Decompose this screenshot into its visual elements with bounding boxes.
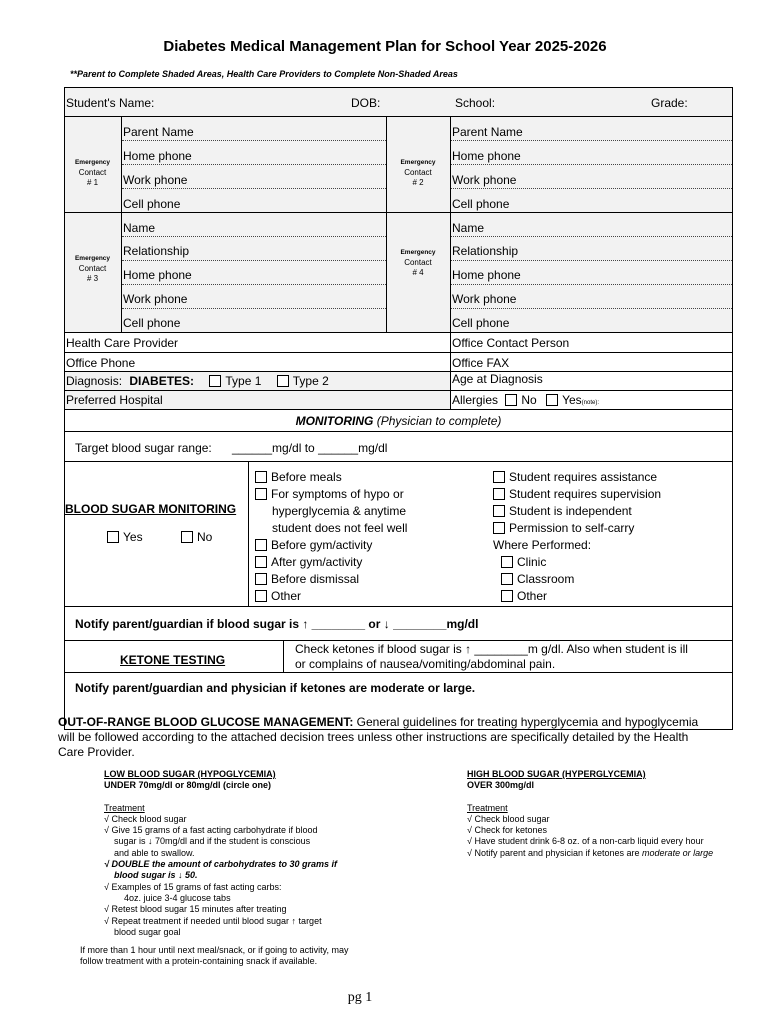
contact-4-tag: Emergency Contact # 4	[400, 249, 436, 277]
c2-work-phone[interactable]: Work phone	[452, 173, 517, 187]
age-at-diagnosis[interactable]: Age at Diagnosis	[452, 372, 543, 386]
student-list	[493, 469, 661, 605]
when-symptoms[interactable]: For symptoms of hypo or	[255, 486, 407, 503]
preferred-hospital[interactable]: Preferred Hospital	[66, 393, 163, 407]
when-before-meals[interactable]: Before meals	[255, 469, 407, 486]
high-blood-sugar-section: HIGH BLOOD SUGAR (HYPERGLYCEMIA) OVER 300mg/dl Treatment √ Check blood sugar √ Check for ketones √ Have student drink 6-8 oz. of a non-carb liquid every hour √ Notify parent and physician if ketones are moderate or large	[467, 769, 714, 858]
c2-cell-phone[interactable]: Cell phone	[452, 197, 510, 211]
contact-3-tag: Emergency Contact # 3	[74, 255, 111, 283]
student-self-carry[interactable]: Permission to self-carry	[493, 520, 661, 537]
health-care-provider[interactable]: Health Care Provider	[66, 336, 179, 350]
contact-2-tag: Emergency Contact # 2	[400, 159, 436, 187]
low-footer: If more than 1 hour until next meal/snack, or if going to activity, may follow treatment with a protein-containing snack if available.	[80, 945, 349, 967]
dob-label: DOB:	[351, 96, 381, 110]
c1-parent-name[interactable]: Parent Name	[123, 125, 194, 139]
when-before-dismissal[interactable]: Before dismissal	[255, 571, 407, 588]
ketone-label: KETONE TESTING	[120, 653, 226, 667]
monitoring-heading: MONITORING (Physician to complete)	[295, 414, 502, 428]
when-after-gym[interactable]: After gym/activity	[255, 554, 407, 571]
page-number: pg 1	[347, 990, 373, 1005]
contact-1-tag: Emergency Contact # 1	[74, 159, 111, 187]
c3-home-phone[interactable]: Home phone	[123, 268, 192, 282]
page-subtitle: **Parent to Complete Shaded Areas, Health Care Providers to Complete Non-Shaded Areas	[70, 69, 458, 79]
c1-home-phone[interactable]: Home phone	[123, 149, 192, 163]
when-list: Before meals For symptoms of hypo or hyperglycemia & anytime student does not feel well Before gym/activity After gym/activity Before dismissal Other	[255, 469, 407, 605]
bsm-yes[interactable]: Yes	[107, 530, 143, 544]
bsm-no-checkbox[interactable]	[181, 531, 193, 543]
ketone-line1: Check ketones if blood sugar is ↑ ________m g/dl. Also when student is ill	[295, 642, 688, 656]
c3-cell-phone[interactable]: Cell phone	[123, 316, 181, 330]
out-of-range-paragraph: OUT-OF-RANGE BLOOD GLUCOSE MANAGEMENT: General guidelines for treating hyperglycemia and hypoglycemia will be followed according to the attached decision trees unless other instructions are specifically detailed by the Health Care Provider.	[58, 715, 699, 759]
type1-checkbox[interactable]	[209, 375, 221, 387]
where-performed-label: Where Performed:	[493, 538, 592, 552]
c4-relationship[interactable]: Relationship	[452, 244, 519, 258]
student-name-label: Student's Name:	[66, 96, 155, 110]
type2-checkbox[interactable]	[277, 375, 289, 387]
grade-label: Grade:	[651, 96, 688, 110]
student-assistance[interactable]: Student requires assistance	[493, 469, 661, 486]
student-row	[65, 88, 732, 116]
when-before-gym[interactable]: Before gym/activity	[255, 537, 407, 554]
c4-cell-phone[interactable]: Cell phone	[452, 316, 510, 330]
ketone-line2: or complains of nausea/vomiting/abdominal pain.	[295, 657, 556, 671]
school-label: School:	[455, 96, 496, 110]
allergies-yes-checkbox[interactable]	[546, 394, 558, 406]
c4-name[interactable]: Name	[452, 221, 485, 235]
c1-work-phone[interactable]: Work phone	[123, 173, 188, 187]
low-blood-sugar-section: LOW BLOOD SUGAR (HYPOGLYCEMIA) UNDER 70mg/dl or 80mg/dl (circle one) Treatment √ Check blood sugar √ Give 15 grams of a fast acting carbohydrate if blood sugar is ↓ 70mg/dl and if the student is conscious and able to swallow. √ DOUBLE the amount of carbohydrates to 30 grams if blood sugar is ↓ 50. √ Examples of 15 grams of fast acting carbs: 4oz. juice 3-4 glucose tabs √ Retest blood sugar 15 minutes after treating √ Repeat treatment if needed until blood sugar ↑ target blood sugar goal	[104, 769, 337, 937]
notify-ketones: Notify parent/guardian and physician if ketones are moderate or large.	[75, 681, 476, 695]
c2-home-phone[interactable]: Home phone	[452, 149, 521, 163]
c3-work-phone[interactable]: Work phone	[123, 292, 188, 306]
allergies-row: Allergies No Yes(note):	[452, 393, 599, 407]
page-title: Diabetes Medical Management Plan for School Year 2025-2026	[163, 38, 607, 55]
where-clinic[interactable]: Clinic	[493, 554, 661, 571]
c4-work-phone[interactable]: Work phone	[452, 292, 517, 306]
c3-relationship[interactable]: Relationship	[123, 244, 190, 258]
bsm-yes-checkbox[interactable]	[107, 531, 119, 543]
c3-name[interactable]: Name	[123, 221, 156, 235]
allergies-no-checkbox[interactable]	[505, 394, 517, 406]
notify-blood-sugar: Notify parent/guardian if blood sugar is ↑ ________ or ↓ ________mg/dl	[75, 617, 479, 631]
target-range-label: Target blood sugar range:	[75, 441, 212, 455]
where-classroom[interactable]: Classroom	[493, 571, 661, 588]
office-fax[interactable]: Office FAX	[452, 356, 510, 370]
where-other[interactable]: Other	[493, 588, 661, 605]
student-supervision[interactable]: Student requires supervision	[493, 486, 661, 503]
diagnosis-row: Diagnosis: DIABETES: Type 1 Type 2	[66, 374, 329, 388]
c2-parent-name[interactable]: Parent Name	[452, 125, 523, 139]
bsm-label: BLOOD SUGAR MONITORING	[65, 502, 237, 516]
office-phone[interactable]: Office Phone	[66, 356, 136, 370]
c1-cell-phone[interactable]: Cell phone	[123, 197, 181, 211]
c4-home-phone[interactable]: Home phone	[452, 268, 521, 282]
when-other[interactable]: Other	[255, 588, 407, 605]
target-range-fill[interactable]: ______mg/dl to ______mg/dl	[232, 441, 388, 455]
office-contact-person[interactable]: Office Contact Person	[452, 336, 570, 350]
bsm-no[interactable]: No	[181, 530, 212, 544]
student-independent[interactable]: Student is independent	[493, 503, 661, 520]
